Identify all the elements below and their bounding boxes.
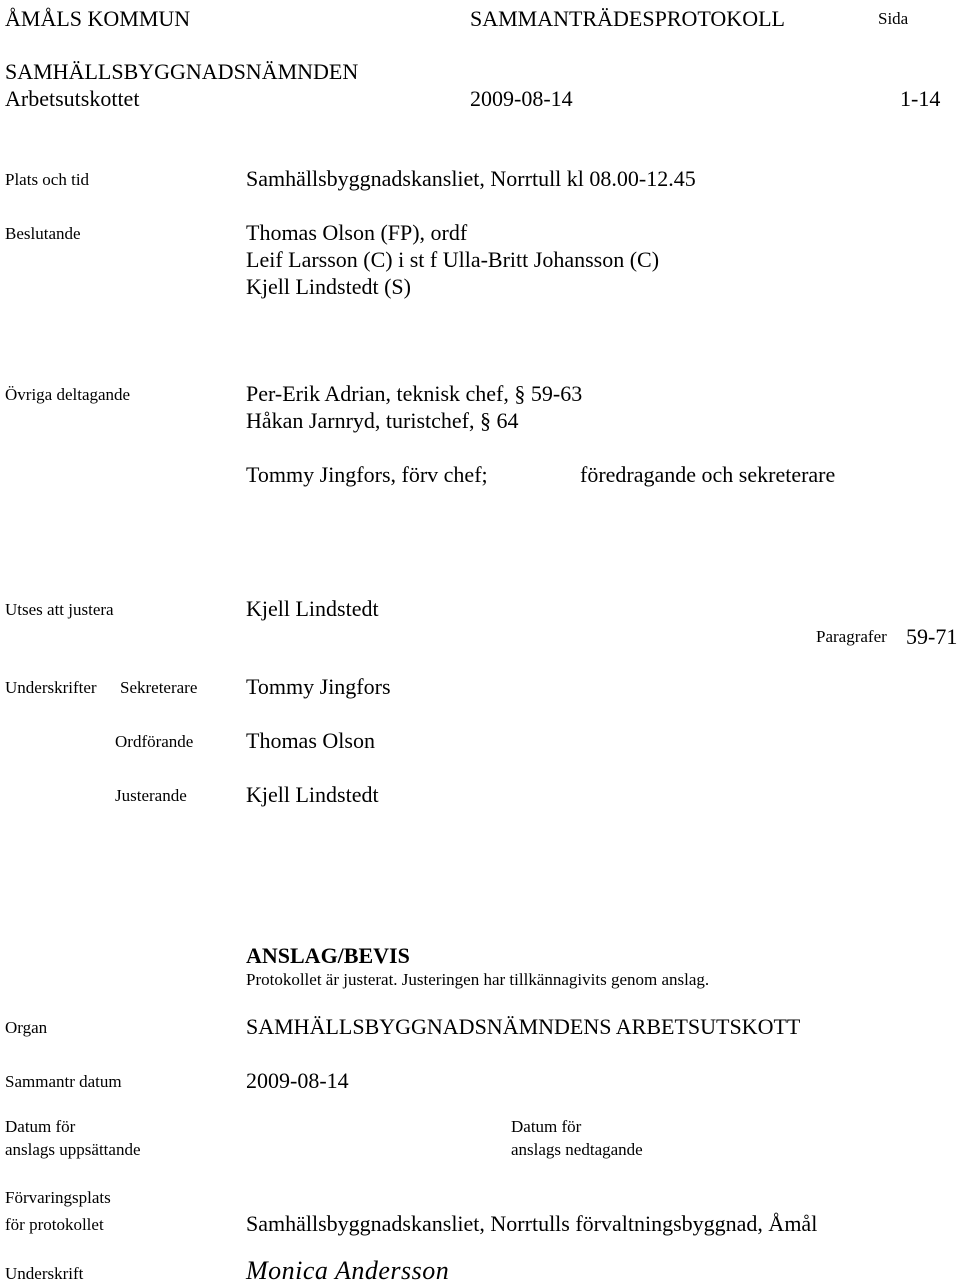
- header-date: 2009-08-14: [470, 86, 573, 111]
- notice-subtitle: Protokollet är justerat. Justeringen har tillkännagivits genom anslag.: [246, 970, 710, 989]
- organ-value: SAMHÄLLSBYGGNADSNÄMNDENS ARBETSUTSKOTT: [246, 1014, 801, 1039]
- removed-date-label-2: anslags nedtagande: [511, 1140, 643, 1159]
- adjust-label: Utses att justera: [5, 600, 114, 619]
- meeting-date-value: 2009-08-14: [246, 1068, 349, 1093]
- removed-date-label-1: Datum för: [511, 1117, 582, 1136]
- signatures-label: Underskrifter: [5, 678, 97, 697]
- storage-label-2: för protokollet: [5, 1215, 104, 1234]
- paragraphs-label: Paragrafer: [816, 627, 887, 646]
- secretary-line: Tommy Jingfors, förv chef;: [246, 462, 488, 487]
- board-name: SAMHÄLLSBYGGNADSNÄMNDEN: [5, 59, 359, 84]
- paragraphs-value: 59-71: [906, 624, 958, 649]
- storage-label-1: Förvaringsplats: [5, 1188, 111, 1207]
- deciders-label: Beslutande: [5, 224, 81, 243]
- committee-name: Arbetsutskottet: [5, 86, 140, 111]
- adjuster-label: Justerande: [115, 786, 187, 805]
- decider-1: Thomas Olson (FP), ordf: [246, 220, 468, 245]
- signature-label: Underskrift: [5, 1264, 84, 1283]
- decider-3: Kjell Lindstedt (S): [246, 274, 411, 299]
- secretary-name: Tommy Jingfors: [246, 674, 391, 699]
- chair-name: Thomas Olson: [246, 728, 375, 753]
- posted-date-label-1: Datum för: [5, 1117, 76, 1136]
- decider-2: Leif Larsson (C) i st f Ulla-Britt Johansson (C): [246, 247, 660, 272]
- secretary-label: Sekreterare: [120, 678, 198, 697]
- place-label: Plats och tid: [5, 170, 90, 189]
- page-range: 1-14: [900, 86, 941, 111]
- notice-title: ANSLAG/BEVIS: [246, 943, 410, 968]
- document-type: SAMMANTRÄDESPROTOKOLL: [470, 6, 785, 31]
- posted-date-label-2: anslags uppsättande: [5, 1140, 141, 1159]
- secretary-role: föredragande och sekreterare: [580, 462, 836, 487]
- others-label: Övriga deltagande: [5, 385, 131, 404]
- municipality-name: ÅMÅLS KOMMUN: [5, 6, 191, 31]
- place-value: Samhällsbyggnadskansliet, Norrtull kl 08.00-12.45: [246, 166, 696, 191]
- meeting-date-label: Sammantr datum: [5, 1072, 122, 1091]
- adjust-name: Kjell Lindstedt: [246, 596, 379, 621]
- page-label: Sida: [878, 9, 909, 28]
- adjuster-name: Kjell Lindstedt: [246, 782, 379, 807]
- storage-value: Samhällsbyggnadskansliet, Norrtulls förvaltningsbyggnad, Åmål: [246, 1211, 818, 1236]
- handwritten-signature: Monica Andersson: [246, 1256, 450, 1285]
- organ-label: Organ: [5, 1018, 48, 1037]
- other-participant-2: Håkan Jarnryd, turistchef, § 64: [246, 408, 519, 433]
- chair-label: Ordförande: [115, 732, 194, 751]
- other-participant-1: Per-Erik Adrian, teknisk chef, § 59-63: [246, 381, 583, 406]
